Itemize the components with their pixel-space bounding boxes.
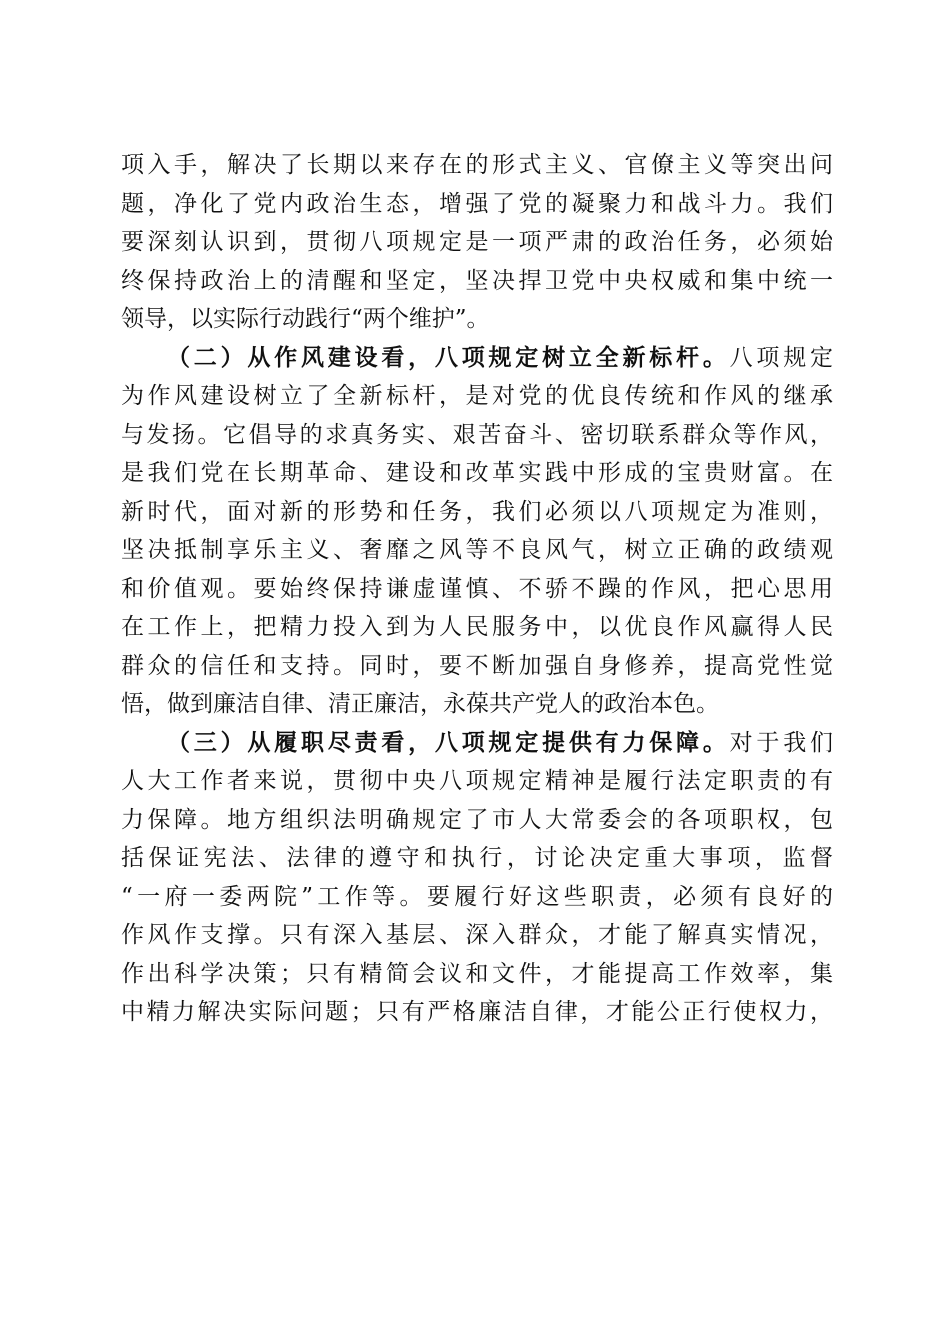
text-line: 题，净化了党内政治生态，增强了党的凝聚力和战斗力。我们	[121, 190, 833, 217]
section-heading-3: （三）从履职尽责看，八项规定提供有力保障。	[167, 728, 730, 756]
text-line: 项入手，解决了长期以来存在的形式主义、官僚主义等突出问	[121, 152, 833, 178]
text-line: 坚决抵制享乐主义、奢靡之风等不良风气，树立正确的政绩观	[121, 537, 833, 563]
text-run: 八项规定	[729, 344, 834, 371]
paragraph-1	[121, 146, 833, 339]
text-line: 作风作支撑。只有深入基层、深入群众，才能了解真实情况，	[121, 922, 833, 948]
text-line: 中精力解决实际问题；只有严格廉洁自律，才能公正行使权力，	[121, 999, 833, 1025]
text-run: 对于我们	[729, 729, 834, 756]
text-line: 为作风建设树立了全新标杆，是对党的优良传统和作风的继承	[121, 383, 833, 409]
text-line: 要深刻认识到，贯彻八项规定是一项严肃的政治任务，必须始	[121, 229, 833, 255]
text-line: 括保证宪法、法律的遵守和执行，讨论决定重大事项，监督	[121, 845, 833, 871]
text-line: 群众的信任和支持。同时，要不断加强自身修养，提高党性觉	[121, 652, 833, 679]
text-line: 作出科学决策；只有精简会议和文件，才能提高工作效率，集	[121, 960, 833, 987]
text-line: 悟，做到廉洁自律、清正廉洁，永葆共产党人的政治本色。	[121, 691, 719, 717]
text-line	[121, 724, 833, 763]
text-line: 人大工作者来说，贯彻中央八项规定精神是履行法定职责的有	[121, 768, 833, 794]
section-heading-2: （二）从作风建设看，八项规定树立全新标杆。	[167, 343, 730, 371]
text-line: “一府一委两院”工作等。要履行好这些职责，必须有良好的	[121, 883, 833, 910]
text-line: 力保障。地方组织法明确规定了市人大常委会的各项职权，包	[121, 806, 833, 833]
text-line: 领导，以实际行动践行“两个维护”。	[121, 306, 490, 332]
text-line: 和价值观。要始终保持谦虚谨慎、不骄不躁的作风，把心思用	[121, 575, 833, 602]
paragraph-3	[121, 724, 833, 1032]
document-body	[121, 146, 833, 1032]
text-line: 新时代，面对新的形势和任务，我们必须以八项规定为准则，	[121, 498, 833, 525]
text-line: 与发扬。它倡导的求真务实、艰苦奋斗、密切联系群众等作风，	[121, 421, 833, 448]
paragraph-2	[121, 339, 833, 724]
text-line: 终保持政治上的清醒和坚定，坚决捍卫党中央权威和集中统一	[121, 267, 833, 294]
text-line: 在工作上，把精力投入到为人民服务中，以优良作风赢得人民	[121, 614, 833, 640]
text-line	[121, 339, 833, 378]
text-line: 是我们党在长期革命、建设和改革实践中形成的宝贵财富。在	[121, 460, 833, 486]
